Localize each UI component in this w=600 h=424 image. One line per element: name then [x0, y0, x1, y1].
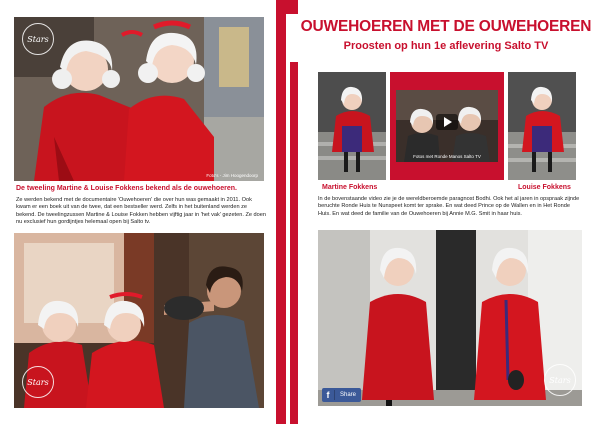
stars-watermark-logo: Stars: [22, 23, 54, 55]
red-bar-left: [276, 0, 286, 424]
top-left-photo: [14, 17, 264, 181]
video-player[interactable]: [390, 72, 504, 180]
page-subtitle: Proosten op hun 1e aflevering Salto TV: [343, 40, 549, 52]
louise-photo: [508, 72, 576, 180]
label-martine: Martine Fokkens: [322, 184, 378, 191]
label-louise: Louise Fokkens: [518, 184, 571, 191]
photo-credit: Foto's - Jim Hoogendoorp: [206, 173, 258, 178]
bottom-right-photo: [318, 230, 582, 406]
right-body-text: In de bovenstaande video zie je de wereldberoemde paragnost Bodhi. Ook het al jaren in opspraak zijnde beruchte Ronde Huis te Nunspeet komt ter sprake. En wat deed Prince op de Wallen en in Het Ronde Huis. En wat deed de familie van de Ouwehoeren bij Annie M.G. Smit in haar huis.: [318, 196, 580, 217]
martine-sitting-image: [318, 72, 386, 180]
share-label: Share: [340, 392, 357, 398]
page-gutter: [272, 0, 300, 424]
page-title: OUWEHOEREN MET DE OUWEHOEREN: [300, 18, 592, 35]
stars-watermark-logo-right: Stars: [544, 364, 576, 396]
play-icon: [436, 114, 458, 130]
right-page: [300, 0, 600, 424]
stars-watermark-logo-bottom: Stars: [22, 366, 54, 398]
louise-sitting-image: [508, 72, 576, 180]
left-page: [0, 0, 272, 424]
red-bar-right: [290, 62, 298, 424]
left-caption: De tweeling Martine & Louise Fokkens bekend als de ouwehoeren.: [16, 185, 237, 192]
twins-doorway-image: [318, 230, 582, 406]
play-button[interactable]: [436, 114, 458, 130]
video-overlay-text: Fotos met Ronde Manos Salto TV: [413, 154, 481, 159]
martine-photo: [318, 72, 386, 180]
bottom-left-photo: [14, 233, 264, 408]
video-frame: [396, 90, 498, 162]
facebook-icon: f: [322, 390, 335, 400]
left-body-text: Ze werden bekend met de documentaire 'Ouwehoeren' die over hun was gemaakt in 2011. Ook kwam er een boek uit van de twee, dat een bestseller werd. Zelfs in het buitenland werden ze bekend. De tweelingzussen Martine & Louise Fokken hebben vijftig jaar in 'het vak' gezeten. Ze doen nu exclusief hun gordijntjes helemaal open bij Salto tv.: [16, 197, 266, 226]
facebook-share-button[interactable]: [322, 388, 361, 402]
red-bar-top-block: [276, 0, 298, 14]
